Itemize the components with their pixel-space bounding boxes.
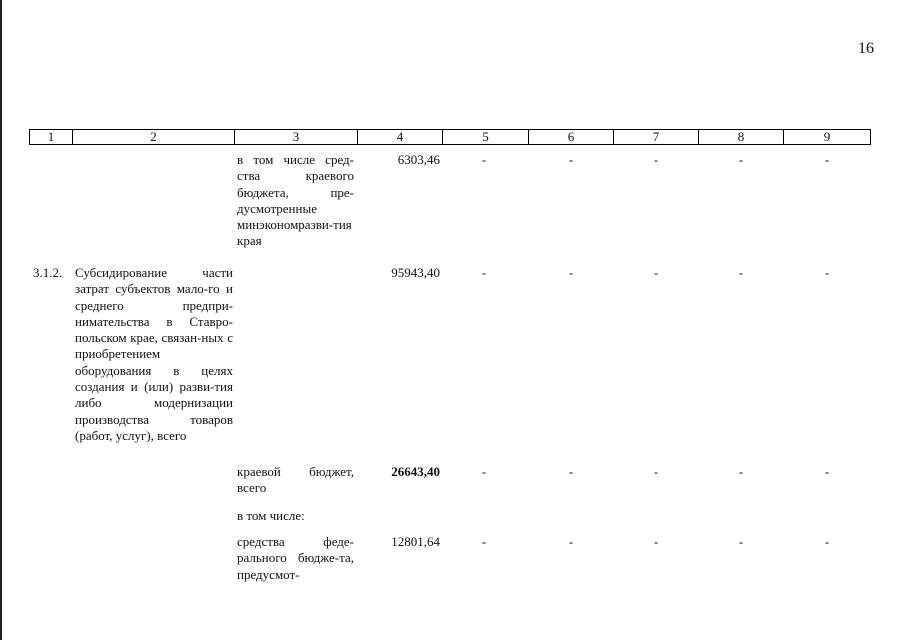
row5-col8: - (738, 534, 744, 549)
row2-col5: - (481, 265, 487, 280)
page-number: 16 (858, 40, 874, 57)
row4-source: в том числе: (237, 508, 305, 523)
row1-col9: - (824, 152, 830, 167)
column-header-8: 8 (699, 130, 784, 144)
column-header-1: 1 (30, 130, 73, 144)
column-header-6: 6 (529, 130, 614, 144)
row2-col8: - (738, 265, 744, 280)
row1-col5: - (481, 152, 487, 167)
row1-source: в том числе сред-ства краевого бюджета, пре-дусмотренные минэкономразви-тия края (237, 152, 354, 249)
row2-name: Субсидирование части затрат субъектов мало-го и среднего предпри-нимательства в Ставро-польском крае, связан-ных с приобретением оборудования в целях создания и (или) разви-тия либо модернизации производства товаров (работ, услуг), всего (75, 265, 233, 443)
row5-col9: - (824, 534, 830, 549)
column-header-row (29, 129, 871, 145)
row2-code: 3.1.2. (33, 265, 63, 280)
row5-col7: - (653, 534, 659, 549)
row2-col6: - (568, 265, 574, 280)
row3-col9: - (824, 464, 830, 479)
row3-source: краевой бюджет, всего (237, 464, 354, 496)
row1-col6: - (568, 152, 574, 167)
row3-col8: - (738, 464, 744, 479)
column-header-5: 5 (443, 130, 529, 144)
row2-col7: - (653, 265, 659, 280)
row1-col8: - (738, 152, 744, 167)
row5-source: средства феде-рального бюдже-та, предусмот- (237, 534, 354, 582)
page-left-edge (0, 0, 2, 640)
row3-col7: - (653, 464, 659, 479)
row2-col9: - (824, 265, 830, 280)
row5-col6: - (568, 534, 574, 549)
row1-amount: 6303,46 (397, 152, 440, 167)
row2-amount: 95943,40 (391, 265, 440, 280)
column-header-7: 7 (614, 130, 699, 144)
column-header-4: 4 (358, 130, 443, 144)
column-header-2: 2 (73, 130, 235, 144)
row5-amount: 12801,64 (391, 534, 440, 549)
row3-col6: - (568, 464, 574, 479)
row1-col7: - (653, 152, 659, 167)
row5-col5: - (481, 534, 487, 549)
column-header-3: 3 (235, 130, 358, 144)
column-header-9: 9 (823, 129, 831, 144)
row3-amount: 26643,40 (391, 464, 440, 479)
row3-col5: - (481, 464, 487, 479)
